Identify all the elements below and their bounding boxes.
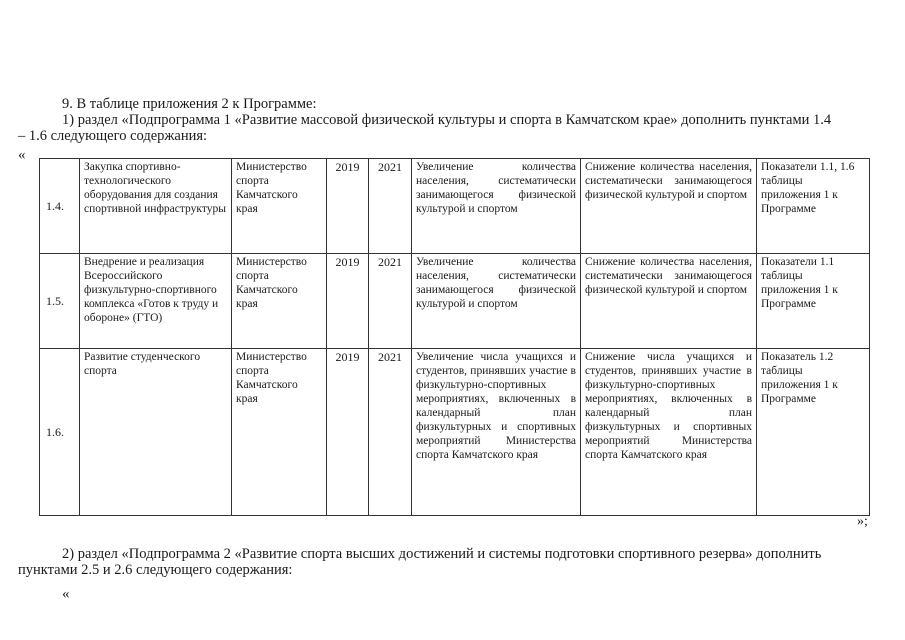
non-implementation-consequence: Снижение количества населения, систематически занимающегося физической культурой и спортом	[581, 159, 757, 254]
subitem-1-text-line2: – 1.6 следующего содержания:	[18, 128, 208, 144]
start-year: 2019	[327, 349, 369, 516]
program-activities-table	[39, 158, 870, 516]
activity-name: Развитие студенческого спорта	[80, 349, 232, 516]
expected-result: Увеличение числа учащихся и студентов, принявших участие в физкультурно-спортивных мероприятиях, включенных в календарный план физкультурных и спортивных мероприятий Министерства спорта Камчатского края	[412, 349, 581, 516]
end-year: 2021	[369, 349, 412, 516]
row-number: 1.4.	[40, 159, 80, 254]
activity-name: Закупка спортивно-технологического оборудования для создания спортивной инфраструктуры	[80, 159, 232, 254]
opening-quote-2: «	[62, 586, 70, 602]
opening-quote: «	[18, 147, 26, 163]
non-implementation-consequence: Снижение числа учащихся и студентов, принявших участие в физкультурно-спортивных мероприятиях, включенных в календарный план физкультурных и спортивных мероприятий Министерства спорта Камчатского края	[581, 349, 757, 516]
indicator-link: Показатели 1.1 таблицы приложения 1 к Программе	[757, 254, 870, 349]
table-row	[40, 254, 870, 349]
row-number: 1.6.	[40, 349, 80, 516]
indicator-link: Показатели 1.1, 1.6 таблицы приложения 1 к Программе	[757, 159, 870, 254]
end-year: 2021	[369, 159, 412, 254]
indicator-link: Показатель 1.2 таблицы приложения 1 к Программе	[757, 349, 870, 516]
expected-result: Увеличение количества населения, систематически занимающегося физической культурой и спортом	[412, 254, 581, 349]
end-year: 2021	[369, 254, 412, 349]
item-9-heading: 9. В таблице приложения 2 к Программе:	[62, 96, 317, 112]
non-implementation-consequence: Снижение количества населения, систематически занимающегося физической культурой и спортом	[581, 254, 757, 349]
subitem-1-text-line1: 1) раздел «Подпрограмма 1 «Развитие массовой физической культуры и спорта в Камчатском крае» дополнить пунктами 1.4	[62, 112, 832, 128]
responsible-executor: Министерство спорта Камчатского края	[232, 254, 327, 349]
subitem-2-text-line2: пунктами 2.5 и 2.6 следующего содержания:	[18, 562, 293, 578]
subitem-2-text-line1: 2) раздел «Подпрограмма 2 «Развитие спорта высших достижений и системы подготовки спортивного резерва» дополнить	[62, 546, 822, 562]
start-year: 2019	[327, 254, 369, 349]
expected-result: Увеличение количества населения, систематически занимающегося физической культурой и спортом	[412, 159, 581, 254]
responsible-executor: Министерство спорта Камчатского края	[232, 349, 327, 516]
table-row	[40, 159, 870, 254]
start-year: 2019	[327, 159, 369, 254]
row-number: 1.5.	[40, 254, 80, 349]
activity-name: Внедрение и реализация Всероссийского физкультурно-спортивного комплекса «Готов к труду и обороне» (ГТО)	[80, 254, 232, 349]
table-row	[40, 349, 870, 516]
responsible-executor: Министерство спорта Камчатского края	[232, 159, 327, 254]
closing-quote: »;	[857, 514, 868, 529]
